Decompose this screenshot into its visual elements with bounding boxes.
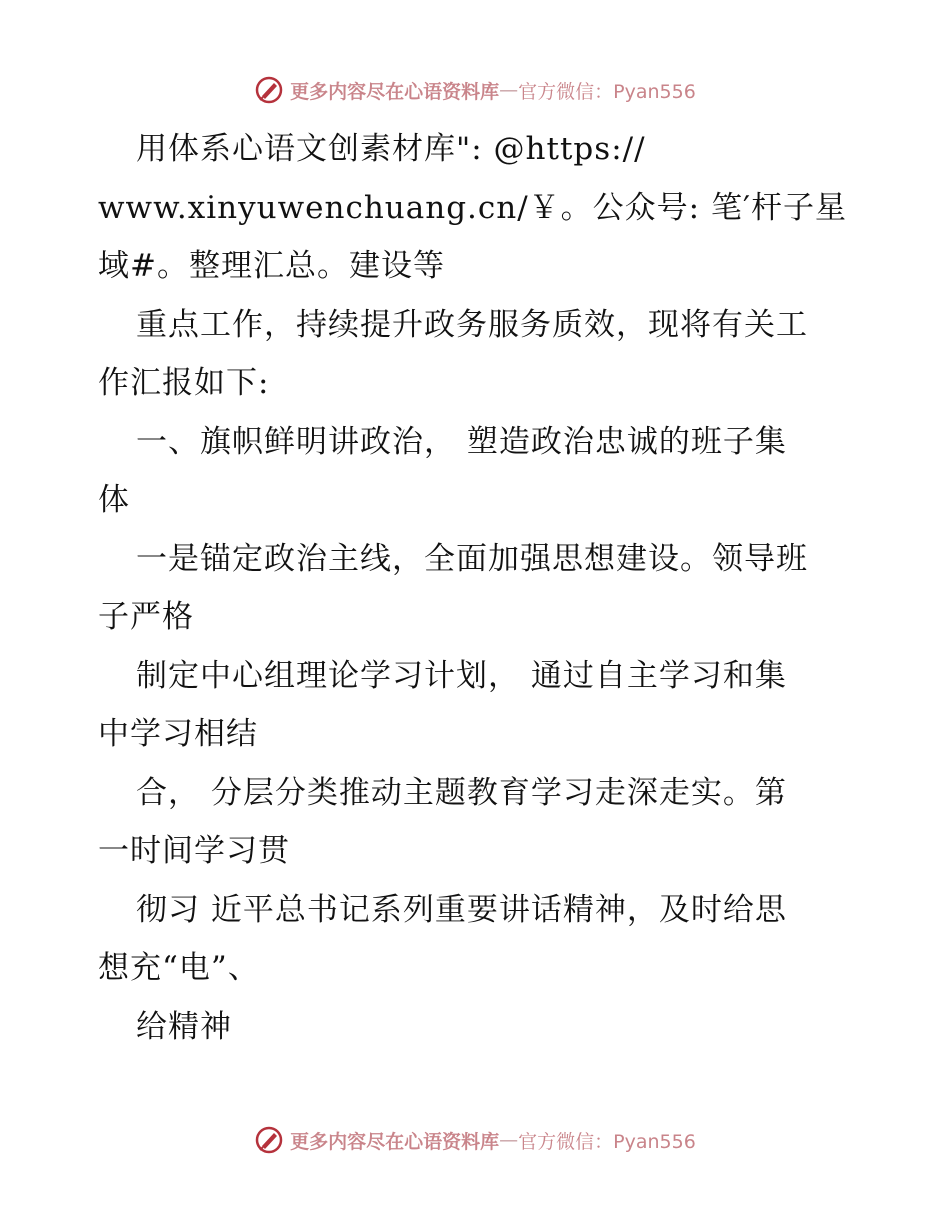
body-line: 用体系心语文创素材库": @https:// — [136, 131, 646, 167]
pen-seal-icon — [254, 1125, 284, 1155]
banner-text: 更多内容尽在心语资料库 — [290, 80, 500, 103]
body-line: 给精神 — [136, 1008, 232, 1045]
footer-watermark-banner — [0, 1120, 950, 1160]
banner-separator: — — [499, 79, 519, 101]
banner-separator: — — [499, 1129, 519, 1151]
body-line: 想充“电”、 — [98, 950, 260, 986]
banner-account: 官方微信：Pyan556 — [518, 1130, 696, 1153]
body-line: 一时间学习贯 — [98, 833, 290, 869]
section-heading: 一、旗帜鲜明讲政治， 塑造政治忠诚的班子集 — [136, 423, 787, 460]
body-line: 彻习 近平总书记系列重要讲话精神，及时给思 — [136, 891, 787, 928]
section-heading-cont: 体 — [98, 482, 130, 518]
body-line: 制定中心组理论学习计划， 通过自主学习和集 — [136, 657, 787, 694]
body-line: 子严格 — [98, 599, 194, 635]
body-line: 中学习相结 — [98, 716, 258, 752]
body-line: 作汇报如下: — [98, 365, 270, 401]
body-line: 域#。整理汇总。建设等 — [98, 248, 445, 284]
body-line: 一是锚定政治主线，全面加强思想建设。领导班 — [136, 540, 808, 577]
banner-text: 更多内容尽在心语资料库 — [290, 1130, 500, 1153]
pen-seal-icon — [254, 75, 284, 105]
body-line: 合， 分层分类推动主题教育学习走深走实。第 — [136, 774, 787, 811]
document-body — [98, 120, 860, 1056]
header-watermark-banner — [0, 70, 950, 110]
banner-account: 官方微信：Pyan556 — [518, 80, 696, 103]
body-line: 重点工作，持续提升政务服务质效，现将有关工 — [136, 306, 808, 343]
body-line: www.xinyuwenchuang.cn/￥。公众号: 笔′杆子星 — [98, 189, 848, 226]
